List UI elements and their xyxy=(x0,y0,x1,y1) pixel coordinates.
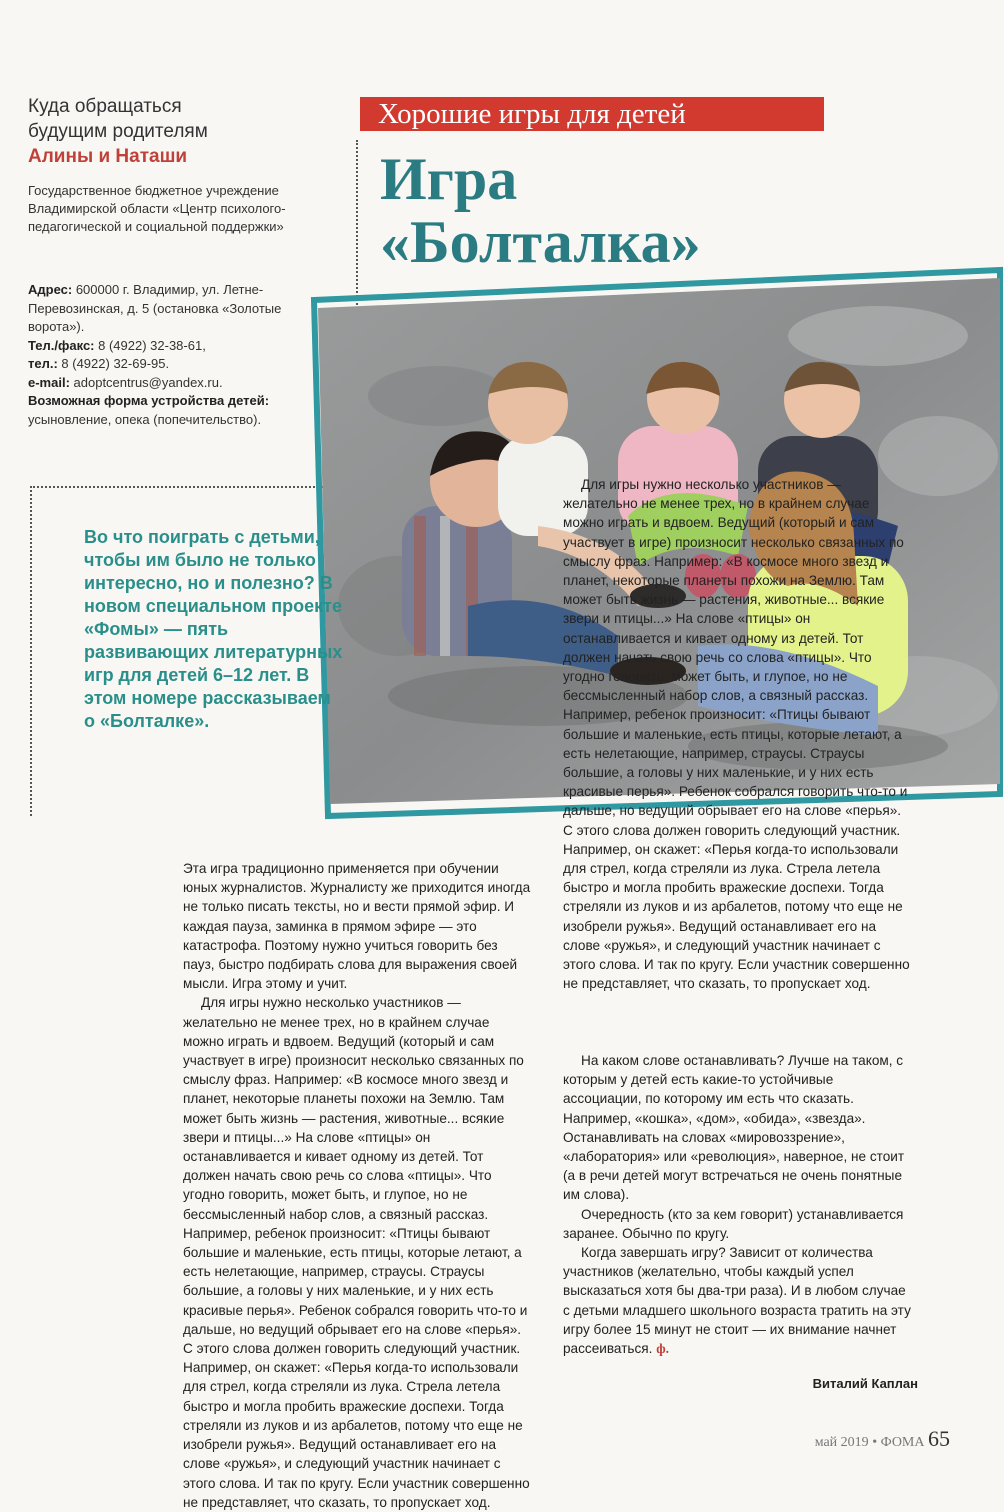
telfax-value: 8 (4922) 32-38-61, xyxy=(94,337,206,353)
article-paragraph-5-text: Когда завершать игру? Зависит от количества участников (желательно, чтобы каждый успел высказаться хотя бы два-три раза). И в любом случае с детьми младшего школьного возраста тратить на эту игру более 15 минут не стоит — их внимание начнет рассеиваться. xyxy=(563,1245,911,1357)
footer-magazine: ФОМА xyxy=(880,1435,925,1450)
article-paragraph-2-flow: Для игры нужно несколько участников — желательно не менее трех, но в крайнем случае можно играть и вдвоем. Ведущий (который и сам участвует в игре) произносит несколько связанных по смыслу фраз. Например: «В космосе много звезд и планет, некоторые планеты похожи на Землю. Там может быть жизнь — растения, животные... всякие звери и птицы...» На слове «птицы» он останавливается и кивает одному из детей. Тот должен начать свою речь со слова «птицы». Что угодно говорить, может быть, и глупое, но не бессмысленный набор слов, а связный рассказ. Например, ребенок произносит: «Птицы бывают большие и маленькие, есть птицы, которые летают, а есть нелетающие, например, страусы. Страусы большие, а головы у них маленькие, и у них есть красивые перья». Ребенок собрался говорить что-то и дальше, но ведущий обрывает его на слове «перья». С этого слова должен говорить следующий участник. Например, он скажет: «Перья когда-то использовали для стрел, когда стреляли из лука. Стрела летела быстро и могла пробить вражеские доспехи. Тогда стреляли из луков и из арбалетов, потому что еще не изобрели ружья». Ведущий останавливает его на слове «ружья», и следующий участник начинает с этого слова. И так по кругу. Если участник совершенно не представляет, что сказать, то пропускает ход. xyxy=(563,477,910,992)
footer-issue: май 2019 xyxy=(814,1435,869,1450)
article-column-2 xyxy=(563,477,913,1358)
article-column-1 xyxy=(183,859,531,1510)
contact-heading xyxy=(28,94,328,169)
article-paragraph-2-continued xyxy=(563,475,913,993)
page-footer: май 2019 • ФОМА 65 xyxy=(814,1426,950,1451)
contact-details xyxy=(28,281,328,429)
article-paragraph-3: На каком слове останавливать? Лучше на таком, с которым у детей есть какие-то устойчивые ассоциации, по которому им есть что сказать. Например, «кошка», «дом», «обида», «звезда». Останавливать на словах «мировоззрение», «лаборатория» или «революция», наверное, не стоит (а в речи детей могут встречаться не очень понятные им слова). xyxy=(563,1053,905,1203)
article-paragraph-2-continued-wrap xyxy=(563,477,913,1051)
contact-heading-line1: Куда обращаться xyxy=(28,96,182,117)
title-line1: Игра xyxy=(380,146,518,212)
contact-heading-names: Алины и Наташи xyxy=(28,146,188,167)
email-label: e-mail: xyxy=(28,374,70,390)
article-paragraph-1: Эта игра традиционно применяется при обучении юных журналистов. Журналисту же приходится иногда не только писать тексты, но и вести прямой эфир. И каждая пауза, заминка в прямом эфире — это катастрофа. Поэтому нужно учиться говорить без пауз, быстро подбирать слова для выражения своей мысли. Игра этому и учит. xyxy=(183,861,531,992)
article-paragraph-4: Очередность (кто за кем говорит) устанавливается заранее. Обычно по кругу. xyxy=(563,1206,904,1241)
article-paragraph-2 xyxy=(183,993,531,1510)
page-number: 65 xyxy=(928,1426,950,1451)
organization-name: Государственное бюджетное учреждение Владимирской области «Центр психолого-педагогической и социальной поддержки» xyxy=(28,183,286,234)
page-title xyxy=(380,148,940,274)
tel-label: тел.: xyxy=(28,356,58,371)
article-paragraph-2-text: Для игры нужно несколько участников — желательно не менее трех, но в крайнем случае можно играть и вдвоем. Ведущий (который и сам участвует в игре) произносит несколько связанных по смыслу фраз. Например: «В космосе много звезд и планет, некоторые планеты похожи на Землю. Там может быть жизнь — растения, животные... всякие звери и птицы...» На слове «птицы» он останавливается и кивает одному из детей. Тот должен начать свою речь со слова «птицы». Что угодно говорить, может быть, и глупое, но не бессмысленный набор слов, а связный рассказ. Например, ребенок произносит: «Птицы бывают большие и маленькие, есть птицы, которые летают, а есть нелетающие, например, страусы. Страусы большие, а головы у них маленькие, и у них есть красивые перья». Ребенок собрался говорить что-то и дальше, но ведущий обрывает его на слове «перья». С этого слова должен говорить следующий участник. Например, он скажет: «Перья когда-то использовали для стрел, когда стреляли из лука. Стрела летела быстро и могла пробить вражеские доспехи. Тогда стреляли из луков и из арбалетов, потому что еще не изобрели ружья». Ведущий останавливает его на слове «ружья», и следующий участник начинает с этого слова. И так по кругу. Если участник совершенно не представляет, что сказать, то пропускает ход. xyxy=(183,995,530,1510)
tel-value: 8 (4922) 32-69-95. xyxy=(57,356,170,371)
address-label: Адрес: xyxy=(28,282,73,297)
dotted-divider-left xyxy=(30,486,32,816)
form-label: Возможная форма устройства детей: xyxy=(28,393,270,408)
article-paragraph-5 xyxy=(563,1243,913,1358)
end-sign: ф. xyxy=(656,1341,670,1357)
rubric-banner xyxy=(360,97,824,131)
intro-lead: Во что поиграть с детьми, чтобы им было не только интересно, но и полезно? В новом специальном проекте «Фомы» — пять развивающих литературных игр для детей 6–12 лет. В этом номере рассказываем о «Болталке». xyxy=(84,527,343,731)
telfax-label: Тел./факс: xyxy=(28,337,95,353)
form-value: усыновление, опека (попечительство). xyxy=(28,411,262,427)
contact-heading-line2: будущим родителям xyxy=(28,121,208,142)
dotted-divider-horizontal xyxy=(30,486,358,488)
article-author: Виталий Каплан xyxy=(812,1376,918,1391)
title-line2: «Болталка» xyxy=(380,209,701,275)
rubric-text: Хорошие игры для детей xyxy=(378,98,686,130)
address-value: 600000 г. Владимир, ул. Летне-Перевозинская, д. 5 (остановка «Золотые ворота»). xyxy=(28,282,282,334)
email-value: adoptcentrus@yandex.ru. xyxy=(69,374,223,390)
